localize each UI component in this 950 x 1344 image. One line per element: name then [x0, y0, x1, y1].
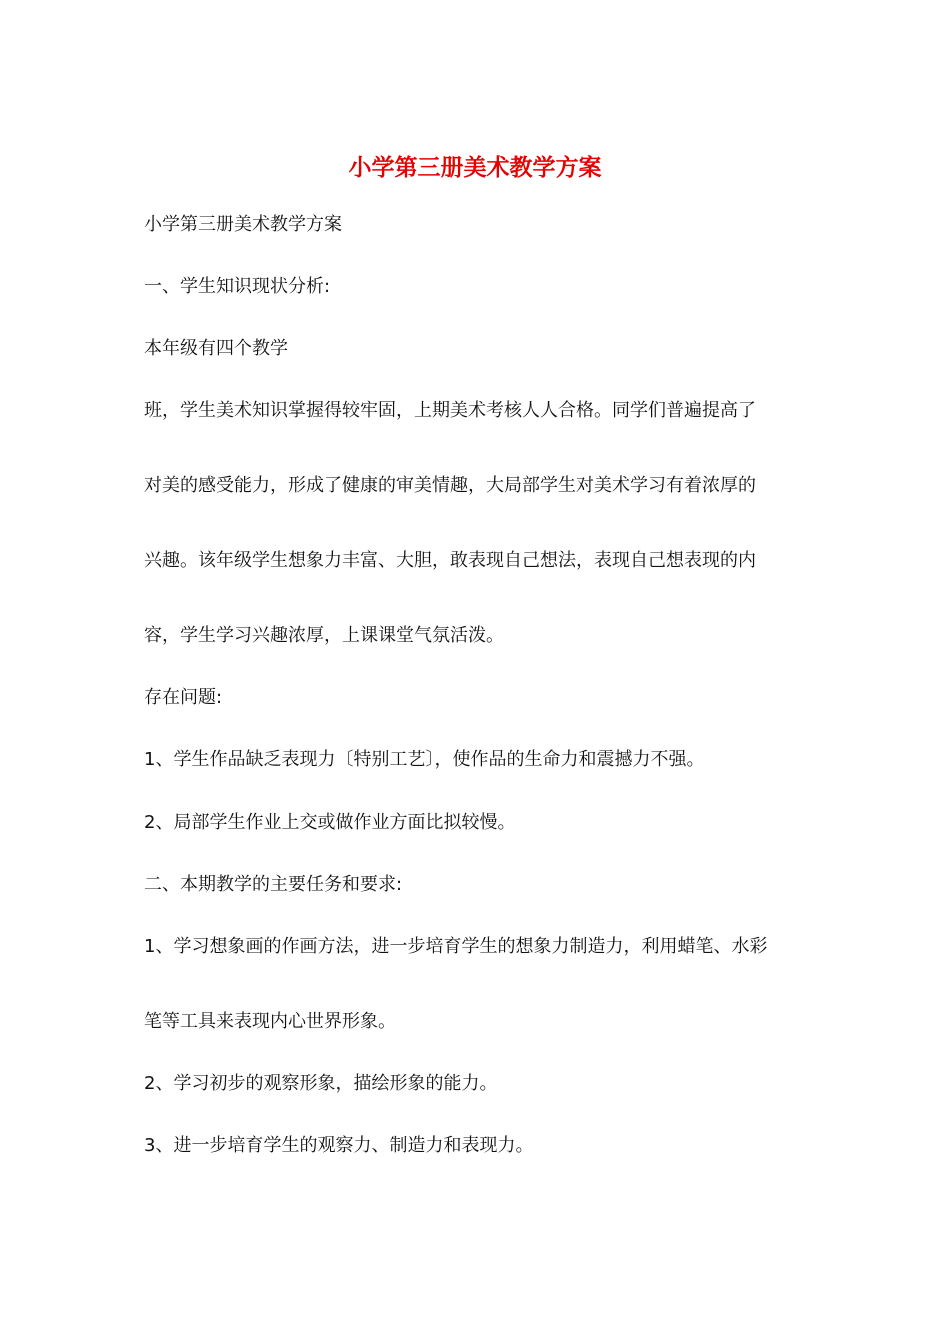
text-line-subtitle: 小学第三册美术教学方案 — [144, 214, 342, 235]
list-item: 1、学习想象画的作画方法，进一步培育学生的想象力制造力，利用蜡笔、水彩 — [144, 936, 768, 957]
text-line: 对美的感受能力，形成了健康的审美情趣，大局部学生对美术学习有着浓厚的 — [144, 475, 756, 496]
list-item: 2、学习初步的观察形象，描绘形象的能力。 — [144, 1073, 498, 1094]
text-line: 笔等工具来表现内心世界形象。 — [144, 1011, 396, 1032]
text-line: 容，学生学习兴趣浓厚，上课课堂气氛活泼。 — [144, 625, 504, 646]
list-item: 2、局部学生作业上交或做作业方面比拟较慢。 — [144, 812, 516, 833]
section-heading-2: 二、本期教学的主要任务和要求: — [144, 874, 403, 895]
text-line: 班，学生美术知识掌握得较牢固，上期美术考核人人合格。同学们普遍提高了 — [144, 400, 756, 421]
list-item: 3、进一步培育学生的观察力、制造力和表现力。 — [144, 1135, 534, 1156]
text-line: 兴趣。该年级学生想象力丰富、大胆，敢表现自己想法，表现自己想表现的内 — [144, 550, 756, 571]
subheading-problems: 存在问题: — [144, 687, 223, 708]
text-line: 本年级有四个教学 — [144, 338, 288, 359]
section-heading-1: 一、学生知识现状分析: — [144, 276, 331, 297]
list-item: 1、学生作品缺乏表现力〔特别工艺〕，使作品的生命力和震撼力不强。 — [144, 749, 705, 770]
document-title: 小学第三册美术教学方案 — [348, 154, 602, 181]
